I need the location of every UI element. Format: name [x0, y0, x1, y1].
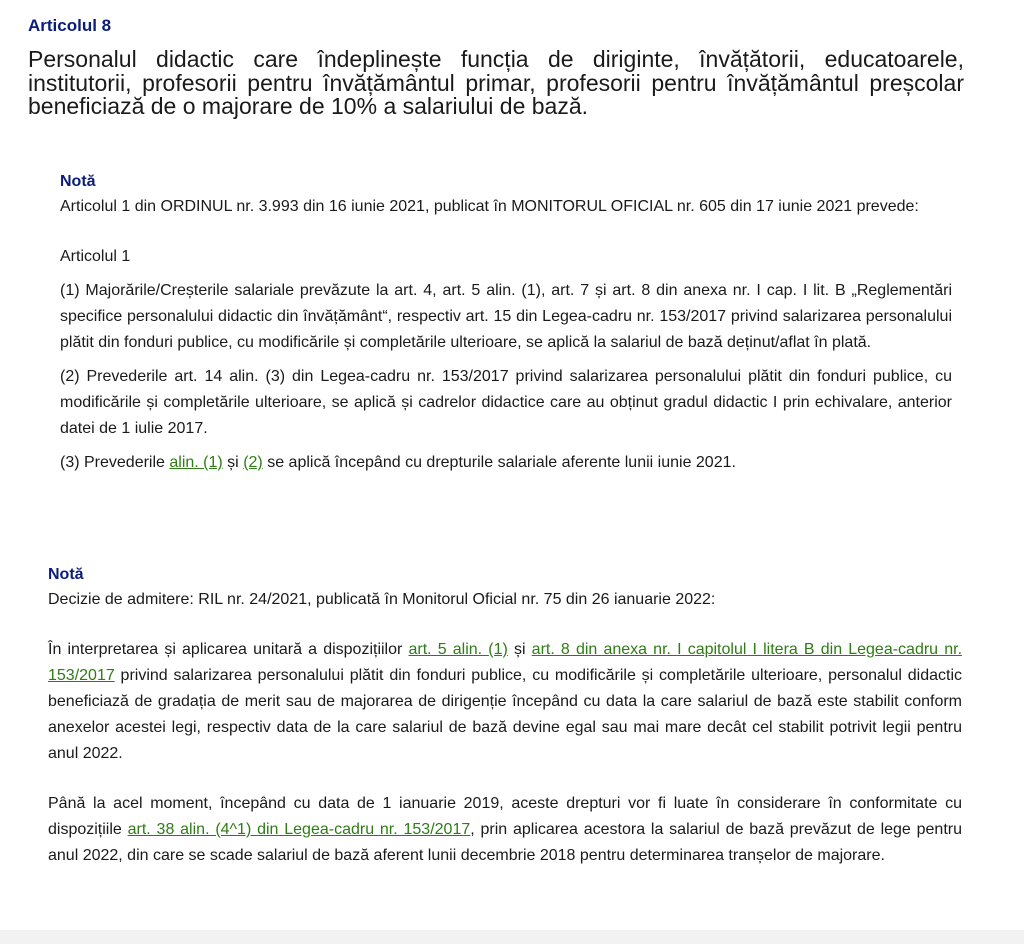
note-intro: Decizie de admitere: RIL nr. 24/2021, publicată în Monitorul Oficial nr. 75 din 26 ianuarie 2022: [48, 591, 716, 608]
note-article-label: Articolul 1 [60, 248, 131, 265]
note-paragraph-3 [60, 450, 952, 476]
link-alin-1[interactable]: alin. (1) [169, 454, 223, 471]
note-paragraph-3-prefix: (3) Prevederile [60, 454, 170, 471]
article-text: Personalul didactic care îndeplinește funcția de diriginte, învățătorii, educatoarele, institutorii, profesorii pentru învățământul primar, profesorii pentru învățământul preșcolar beneficiază de o majorare de 10% a salariului de bază. [28, 46, 964, 119]
link-art-38-alin-4-1[interactable]: art. 38 alin. (4^1) din Legea-cadru nr. 153/2017 [127, 821, 471, 838]
note-paragraph-3-suffix: se aplică începând cu drepturile salariale aferente lunii iunie 2021. [262, 454, 736, 471]
paragraph-text: Până la acel moment, începând cu data de 1 ianuarie 2019, aceste drepturi vor fi luate în considerare în conformitate cu dispozițiile [48, 795, 962, 838]
note-ril [48, 565, 962, 869]
note-ordin [60, 172, 952, 476]
note-paragraph-3-mid: și [222, 454, 244, 471]
note-paragraph-transition [48, 791, 962, 869]
note-paragraph-2: (2) Prevederile art. 14 alin. (3) din Legea-cadru nr. 153/2017 privind salarizarea personalului plătit din fonduri publice, cu modificările și completările ulterioare, se aplică și cadrelor didactice care au obținut gradul didactic I prin echivalare, anterior datei de 1 iulie 2017. [60, 368, 952, 437]
link-alin-2[interactable]: (2) [243, 454, 263, 471]
note-title: Notă [60, 173, 96, 190]
article-title: Articolul 8 [28, 16, 112, 35]
note-intro: Articolul 1 din ORDINUL nr. 3.993 din 16 iunie 2021, publicat în MONITORUL OFICIAL nr. 605 din 17 iunie 2021 prevede: [60, 198, 919, 215]
paragraph-text: , prin aplicarea acestora la salariul de bază prevăzut de lege pentru anul 2022, din care se scade salariul de bază aferent lunii decembrie 2018 pentru determinarea tranșelor de majorare. [48, 821, 963, 864]
link-art-5-alin-1[interactable]: art. 5 alin. (1) [408, 641, 508, 658]
link-art-8-anexa-1[interactable]: art. 8 din anexa nr. I capitolul I litera B din Legea-cadru nr. 153/2017 [48, 641, 963, 684]
note-paragraph-interpretation [48, 637, 962, 767]
paragraph-text: și [507, 641, 532, 658]
note-paragraph-1: (1) Majorările/Creșterile salariale prevăzute la art. 4, art. 5 alin. (1), art. 7 și art. 8 din anexa nr. I cap. I lit. B „Reglementări specifice personalului didactic din învățământ“, respectiv art. 15 din Legea-cadru nr. 153/2017 privind salarizarea personalului plătit din fonduri publice, cu modificările și completările ulterioare, se aplică la salariul de bază deținut/aflat în plată. [60, 282, 952, 351]
bottom-divider [0, 930, 1024, 944]
paragraph-text: În interpretarea și aplicarea unitară a dispozițiilor [48, 641, 409, 658]
note-title: Notă [48, 566, 84, 583]
paragraph-text: privind salarizarea personalului plătit din fonduri publice, cu modificările și completările ulterioare, personalul didactic beneficiază de gradația de merit sau de majorarea de dirigenție începând cu data la care salariul de bază este stabilit conform anexelor acestei legi, respectiv data de la care salariul de bază devine egal sau mai mare decât cel stabilit potrivit legii pentru anul 2022. [48, 667, 962, 762]
